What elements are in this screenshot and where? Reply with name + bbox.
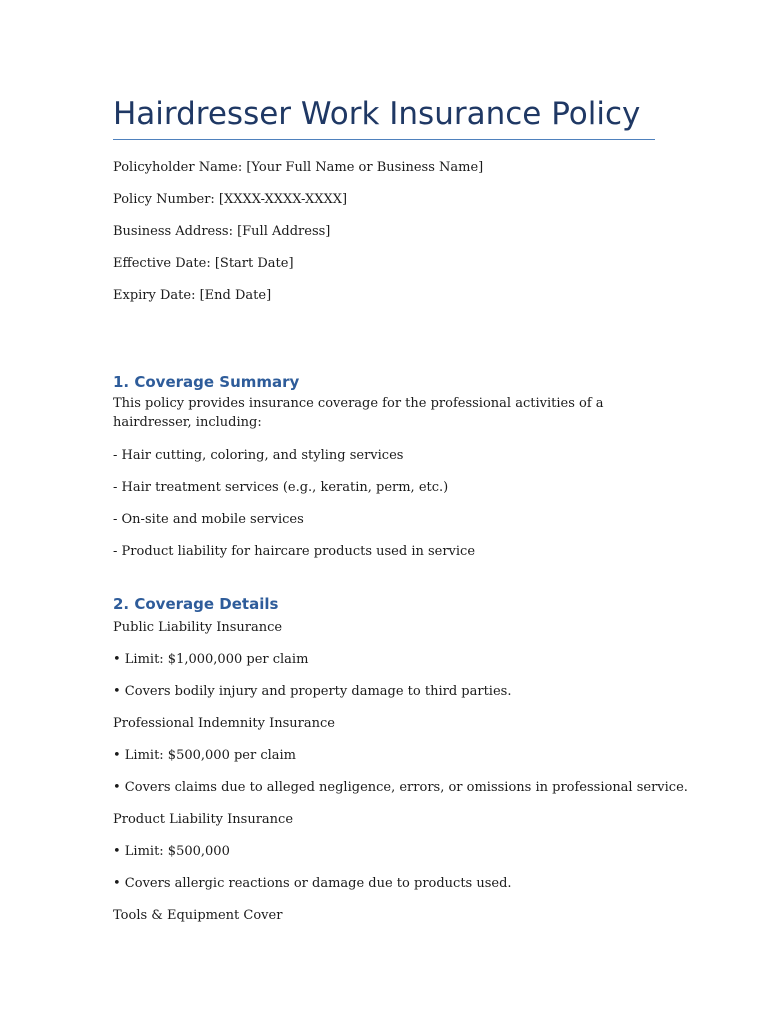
professional-indemnity-covers: • Covers claims due to alleged negligence, errors, or omissions in professional service. xyxy=(113,780,688,795)
public-liability-title: Public Liability Insurance xyxy=(113,620,283,635)
business-address-field: Business Address: [Full Address] xyxy=(113,224,331,239)
list-item: - Hair treatment services (e.g., keratin, perm, etc.) xyxy=(113,480,449,495)
public-liability-limit: • Limit: $1,000,000 per claim xyxy=(113,652,309,667)
tools-equipment-title: Tools & Equipment Cover xyxy=(113,908,283,923)
policy-number-field: Policy Number: [XXXX-XXXX-XXXX] xyxy=(113,192,348,207)
expiry-date-field: Expiry Date: [End Date] xyxy=(113,288,272,303)
section-heading-coverage-details: 2. Coverage Details xyxy=(113,595,279,613)
list-item: - Product liability for haircare products used in service xyxy=(113,544,476,559)
professional-indemnity-title: Professional Indemnity Insurance xyxy=(113,716,335,731)
coverage-summary-intro: This policy provides insurance coverage for the professional activities of a hairdresser, including: xyxy=(113,396,604,430)
professional-indemnity-limit: • Limit: $500,000 per claim xyxy=(113,748,297,763)
title-underline xyxy=(113,139,655,140)
list-item: - Hair cutting, coloring, and styling services xyxy=(113,448,404,463)
public-liability-covers: • Covers bodily injury and property damage to third parties. xyxy=(113,684,512,699)
section-heading-coverage-summary: 1. Coverage Summary xyxy=(113,373,300,391)
document-title: Hairdresser Work Insurance Policy xyxy=(113,96,641,132)
product-liability-covers: • Covers allergic reactions or damage due to products used. xyxy=(113,876,512,891)
policyholder-name-field: Policyholder Name: [Your Full Name or Business Name] xyxy=(113,160,484,175)
product-liability-title: Product Liability Insurance xyxy=(113,812,294,827)
list-item: - On-site and mobile services xyxy=(113,512,304,527)
product-liability-limit: • Limit: $500,000 xyxy=(113,844,230,859)
effective-date-field: Effective Date: [Start Date] xyxy=(113,256,294,271)
